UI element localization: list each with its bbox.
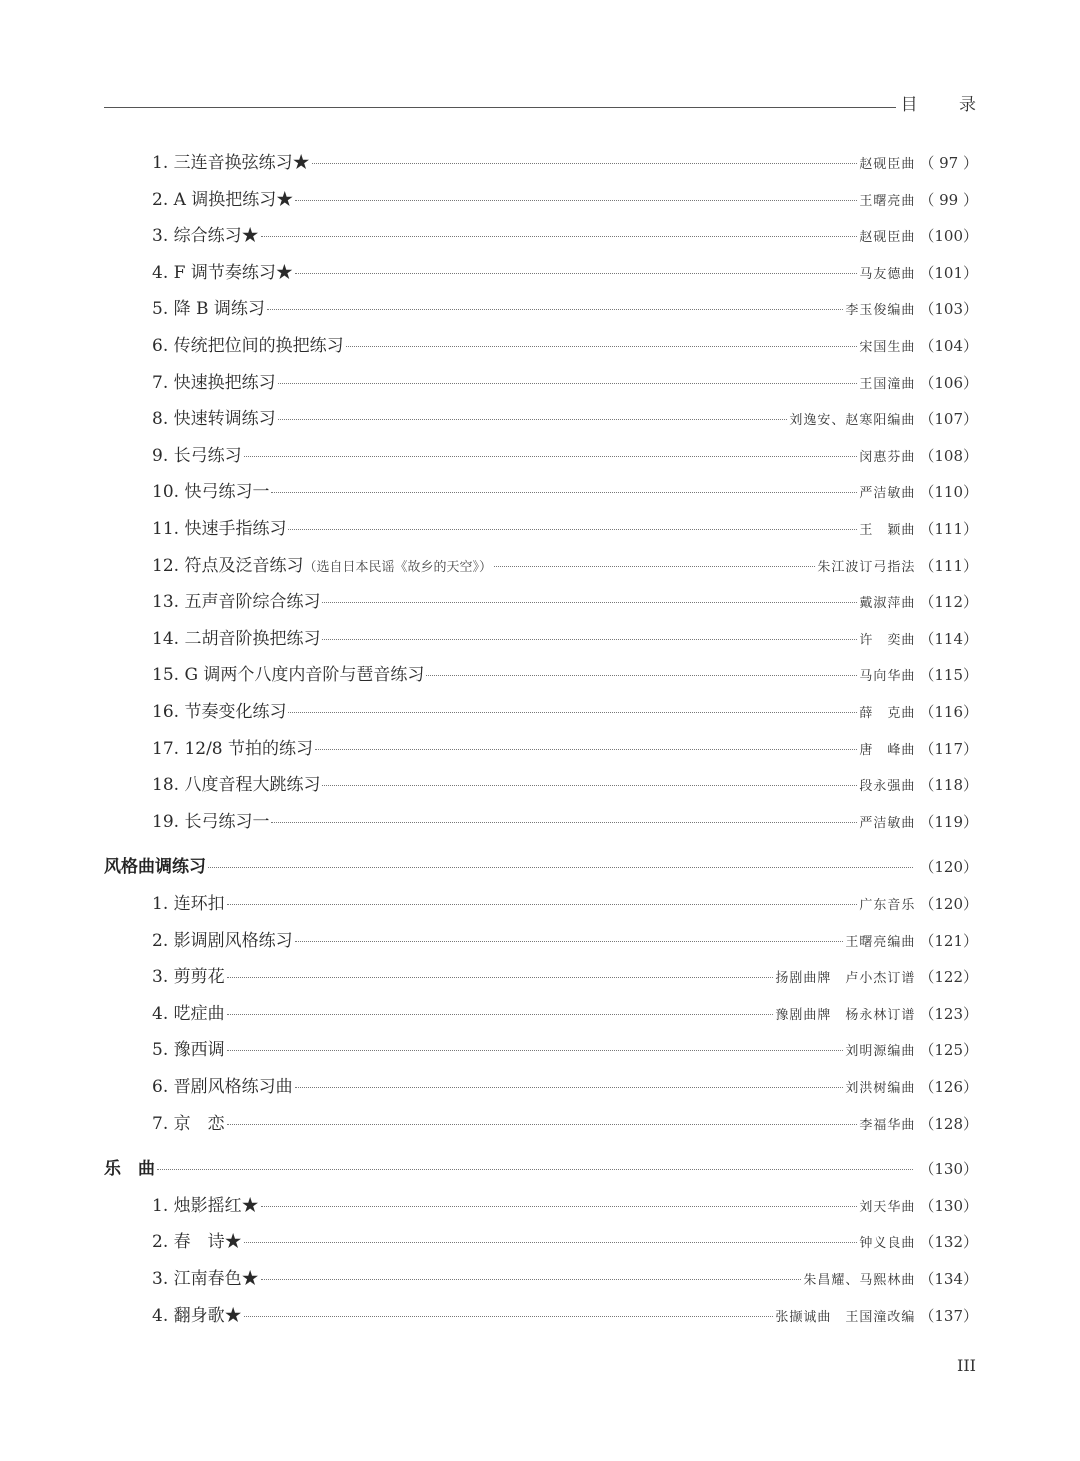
dot-leader: [278, 383, 858, 384]
toc-entry: [152, 406, 978, 432]
entry-title: 10. 快弓练习一: [152, 482, 270, 503]
entry-title: 5. 豫西调: [152, 1040, 225, 1061]
entry-page: （106）: [919, 373, 978, 392]
entry-composer: 严洁敏曲: [859, 815, 916, 831]
entry-page: （123）: [919, 1004, 978, 1023]
toc-entry: [152, 736, 978, 762]
dot-leader: [244, 1316, 774, 1317]
entry-page: （130）: [919, 1196, 978, 1215]
dot-leader: [271, 492, 857, 493]
toc-entry: [152, 928, 978, 954]
entry-page: （101）: [919, 263, 978, 282]
entry-page: （ 97 ）: [919, 154, 978, 172]
entry-composer: 闵惠芬曲: [859, 449, 916, 465]
entry-composer: 马友德曲: [859, 266, 916, 282]
entry-page: （117）: [919, 739, 978, 758]
entry-title: 6. 晋剧风格练习曲: [152, 1077, 293, 1097]
entry-title: 11. 快速手指练习: [152, 519, 287, 539]
dot-leader: [295, 1087, 844, 1088]
entry-composer: 李玉俊编曲: [845, 303, 916, 319]
entry-composer: 朱昌耀、马熙林曲: [803, 1273, 916, 1288]
toc-entry: [152, 296, 978, 322]
entry-composer: 豫剧曲牌 杨永林订谱: [775, 1007, 916, 1023]
entry-composer: 李福华曲: [859, 1117, 916, 1133]
entry-composer: 钟义良曲: [859, 1236, 916, 1252]
entry-page: （121）: [919, 931, 978, 950]
entry-composer: 王 颖曲: [859, 523, 916, 538]
entry-page: （137）: [919, 1306, 978, 1325]
toc-entry: [152, 662, 978, 688]
entry-title: 4. 翻身歌★: [152, 1305, 242, 1326]
dot-leader: [227, 1124, 858, 1125]
entry-page: （114）: [919, 629, 978, 648]
entry-composer: 广东音乐: [859, 898, 916, 913]
page-number: III: [957, 1356, 976, 1375]
entry-page: （107）: [919, 410, 978, 429]
entry-title: 1. 烛影摇红★: [152, 1195, 259, 1216]
toc-entry: [152, 443, 978, 469]
toc-entry: [152, 1001, 978, 1027]
entry-composer: 宋国生曲: [859, 340, 916, 355]
dot-leader: [322, 785, 857, 786]
toc-entry: [152, 333, 978, 359]
entry-composer: 唐 峰曲: [859, 742, 916, 758]
toc-section-heading: [104, 854, 978, 880]
section-page: （120）: [919, 858, 978, 877]
entry-page: （111）: [919, 556, 978, 575]
entry-composer: 王曙亮曲: [859, 193, 916, 209]
entry-page: （ 99 ）: [919, 190, 978, 209]
dot-leader: [244, 456, 858, 457]
entry-title: 5. 降 B 调练习: [152, 299, 265, 320]
entry-title: 18. 八度音程大跳练习: [152, 775, 321, 796]
dot-leader: [227, 977, 774, 978]
dot-leader: [295, 200, 857, 201]
dot-leader: [261, 1279, 802, 1280]
entry-page: （119）: [919, 812, 978, 831]
entry-title: 2. 春 诗★: [152, 1232, 242, 1253]
toc-entry: [152, 964, 978, 990]
entry-composer: 戴淑萍曲: [859, 596, 916, 612]
toc-entry: [152, 626, 978, 652]
entry-composer: 薛 克曲: [859, 706, 916, 721]
dot-leader: [157, 1169, 913, 1170]
entry-composer: 刘洪树编曲: [845, 1081, 916, 1096]
entry-title: 7. 快速换把练习: [152, 372, 276, 393]
section-page: （130）: [919, 1160, 978, 1179]
dot-leader: [346, 346, 858, 347]
entry-page: （103）: [919, 300, 978, 319]
entry-composer: 马向华曲: [859, 669, 916, 685]
entry-title: 3. 综合练习★: [152, 226, 259, 247]
entry-title: 8. 快速转调练习: [152, 409, 276, 430]
entry-page: （116）: [919, 703, 978, 721]
header-title: 目 录: [900, 95, 994, 115]
entry-page: （111）: [919, 520, 978, 538]
entry-page: （112）: [919, 593, 978, 612]
entry-composer: 许 奕曲: [859, 632, 916, 648]
entry-composer: 扬剧曲牌 卢小杰订谱: [775, 971, 916, 987]
dot-leader: [322, 602, 857, 603]
entry-composer: 严洁敏曲: [859, 486, 916, 502]
dot-leader: [261, 1206, 858, 1207]
entry-page: （100）: [919, 227, 978, 246]
dot-leader: [227, 904, 858, 905]
page-header: [104, 88, 994, 115]
dot-leader: [288, 529, 857, 530]
entry-page: （125）: [919, 1041, 978, 1060]
entry-composer: 赵砚臣曲: [859, 230, 916, 246]
entry-page: （115）: [919, 666, 978, 685]
dot-leader: [494, 566, 815, 567]
header-rule: [104, 107, 896, 108]
entry-title: 1. 三连音换弦练习★: [152, 153, 310, 173]
entry-composer: 赵砚臣曲: [859, 157, 916, 172]
toc-section-heading: [104, 1156, 978, 1182]
entry-composer: 朱江波订弓指法: [817, 559, 916, 575]
dot-leader: [267, 309, 843, 310]
entry-title: 15. G 调两个八度内音阶与琶音练习: [152, 665, 425, 686]
entry-title: 13. 五声音阶综合练习: [152, 592, 321, 613]
entry-composer: 王曙亮编曲: [845, 934, 916, 950]
entry-title: 1. 连环扣: [152, 894, 225, 914]
toc-entry: [152, 699, 978, 725]
entry-composer: 刘明源编曲: [845, 1044, 916, 1060]
toc-entry: [152, 479, 978, 505]
entry-title: 4. F 调节奏练习★: [152, 262, 293, 283]
toc-entry: [152, 809, 978, 835]
toc-entry: [152, 1037, 978, 1063]
entry-page: （122）: [919, 968, 978, 987]
entry-title: 4. 呓症曲: [152, 1003, 225, 1024]
dot-leader: [227, 1014, 774, 1015]
entry-page: （126）: [919, 1078, 978, 1096]
toc-entry: [152, 260, 978, 286]
dot-leader: [312, 163, 858, 164]
entry-composer: 张撷诚曲 王国潼改编: [775, 1309, 916, 1325]
entry-composer: 王国潼曲: [859, 376, 916, 392]
toc-entry: [152, 1266, 978, 1292]
dot-leader: [271, 822, 857, 823]
dot-leader: [244, 1242, 858, 1243]
toc-entry: [152, 1303, 978, 1329]
toc-entry: [152, 370, 978, 396]
entry-title: 16. 节奏变化练习: [152, 702, 287, 722]
entry-note: （选自日本民谣《故乡的天空》）: [303, 559, 492, 575]
toc-entry: [152, 553, 978, 579]
dot-leader: [315, 749, 857, 750]
entry-composer: 段永强曲: [859, 779, 916, 795]
entry-title: 3. 剪剪花: [152, 967, 225, 988]
section-title: 乐 曲: [104, 1159, 155, 1180]
section-title: 风格曲调练习: [104, 857, 206, 878]
entry-composer: 刘逸安、赵寒阳编曲: [789, 413, 916, 429]
dot-leader: [227, 1050, 844, 1051]
entry-page: （118）: [919, 776, 978, 795]
entry-page: （120）: [919, 895, 978, 913]
dot-leader: [261, 236, 858, 237]
toc-entry: [152, 589, 978, 615]
dot-leader: [208, 867, 913, 868]
entry-title: 12. 符点及泛音练习: [152, 555, 304, 576]
dot-leader: [426, 675, 857, 676]
entry-page: （128）: [919, 1114, 978, 1133]
toc-entry: [152, 772, 978, 798]
toc-entry: [152, 150, 978, 176]
toc-entry: [152, 1229, 978, 1255]
entry-title: 19. 长弓练习一: [152, 811, 270, 832]
entry-title: 7. 京 恋: [152, 1113, 225, 1134]
entry-page: （134）: [919, 1270, 978, 1288]
toc-entry: [152, 223, 978, 249]
entry-composer: 刘天华曲: [859, 1199, 916, 1215]
toc-entry: [152, 187, 978, 213]
toc-entry: [152, 891, 978, 917]
entry-title: 2. A 调换把练习★: [152, 189, 294, 210]
toc-entry: [152, 1074, 978, 1100]
entry-title: 17. 12/8 节拍的练习: [152, 738, 314, 759]
toc-entry: [152, 1111, 978, 1137]
entry-title: 6. 传统把位间的换把练习: [152, 336, 344, 356]
toc-entry: [152, 1193, 978, 1219]
toc-entry: [152, 516, 978, 542]
entry-title: 14. 二胡音阶换把练习: [152, 628, 321, 649]
entry-title: 3. 江南春色★: [152, 1269, 259, 1289]
entry-page: （132）: [919, 1233, 978, 1252]
entry-page: （108）: [919, 446, 978, 465]
entry-page: （110）: [919, 483, 978, 502]
entry-title: 9. 长弓练习: [152, 445, 242, 466]
dot-leader: [295, 941, 844, 942]
entry-page: （104）: [919, 337, 978, 355]
dot-leader: [278, 419, 788, 420]
entry-title: 2. 影调剧风格练习: [152, 930, 293, 951]
dot-leader: [322, 639, 857, 640]
dot-leader: [295, 273, 858, 274]
dot-leader: [288, 712, 857, 713]
